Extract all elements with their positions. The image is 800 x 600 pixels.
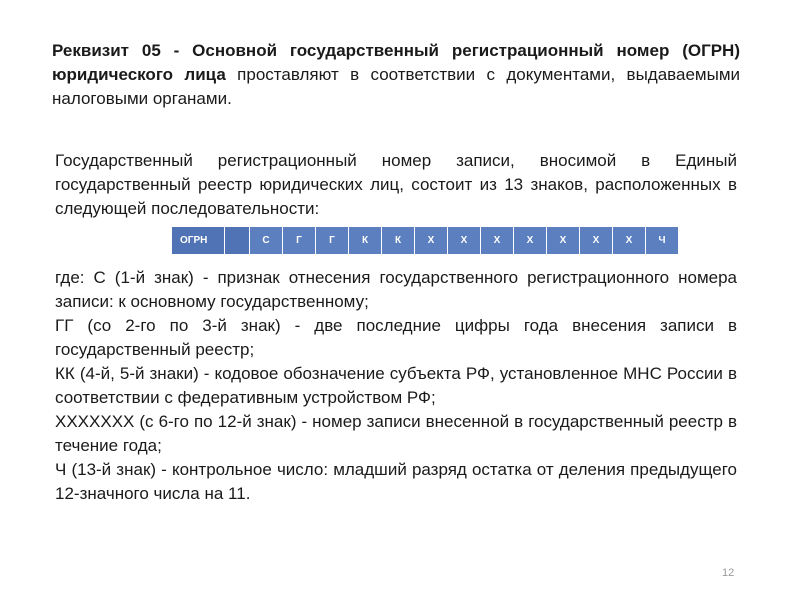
ogrn-cell: Х bbox=[547, 227, 580, 255]
ogrn-cell: С bbox=[250, 227, 283, 255]
ogrn-label-cell: ОГРН bbox=[172, 227, 225, 255]
ogrn-cell: Х bbox=[481, 227, 514, 255]
ogrn-cell: Х bbox=[448, 227, 481, 255]
ogrn-cell: Г bbox=[283, 227, 316, 255]
ogrn-blank-cell bbox=[225, 227, 250, 255]
ogrn-cell: Ч bbox=[646, 227, 679, 255]
ogrn-cell: Х bbox=[415, 227, 448, 255]
explanation-gg: ГГ (со 2-го по 3-й знак) - две последние цифры года внесения записи в государственный реестр; bbox=[55, 316, 737, 359]
ogrn-cell: Х bbox=[580, 227, 613, 255]
intro-paragraph: Государственный регистрационный номер записи, вносимой в Единый государственный реестр юридических лиц, состоит из 13 знаков, расположенных в следующей последовательности: bbox=[55, 151, 737, 218]
heading-regular-text: проставляют в соответствии с документами, выдаваемыми налоговыми органами. bbox=[52, 65, 741, 108]
explanation-block bbox=[55, 266, 737, 506]
explanation-kk: КК (4-й, 5-й знаки) - кодовое обозначение субъекта РФ, установленное МНС России в соответствии с федеративным устройством РФ; bbox=[55, 364, 737, 407]
ogrn-cell: К bbox=[382, 227, 415, 255]
ogrn-row bbox=[172, 227, 679, 255]
ogrn-structure-table bbox=[171, 226, 679, 255]
ogrn-cell: К bbox=[349, 227, 382, 255]
page-number: 12 bbox=[722, 567, 735, 579]
explanation-c: где: С (1-й знак) - признак отнесения государственного регистрационного номера записи: к основному государственному; bbox=[55, 268, 737, 311]
explanation-ch: Ч (13-й знак) - контрольное число: младший разряд остатка от деления предыдущего 12-значного числа на 11. bbox=[55, 460, 737, 503]
ogrn-cell: Х bbox=[613, 227, 646, 255]
explanation-xxxxxxx: ХХХХХХХ (с 6-го по 12-й знак) - номер записи внесенной в государственный реестр в течение года; bbox=[55, 412, 737, 455]
slide-heading bbox=[52, 39, 740, 111]
heading-bold-text: Реквизит 05 - Основной государственный регистрационный номер (ОГРН) юридического лица bbox=[52, 41, 740, 84]
ogrn-cell: Г bbox=[316, 227, 349, 255]
ogrn-cell: Х bbox=[514, 227, 547, 255]
